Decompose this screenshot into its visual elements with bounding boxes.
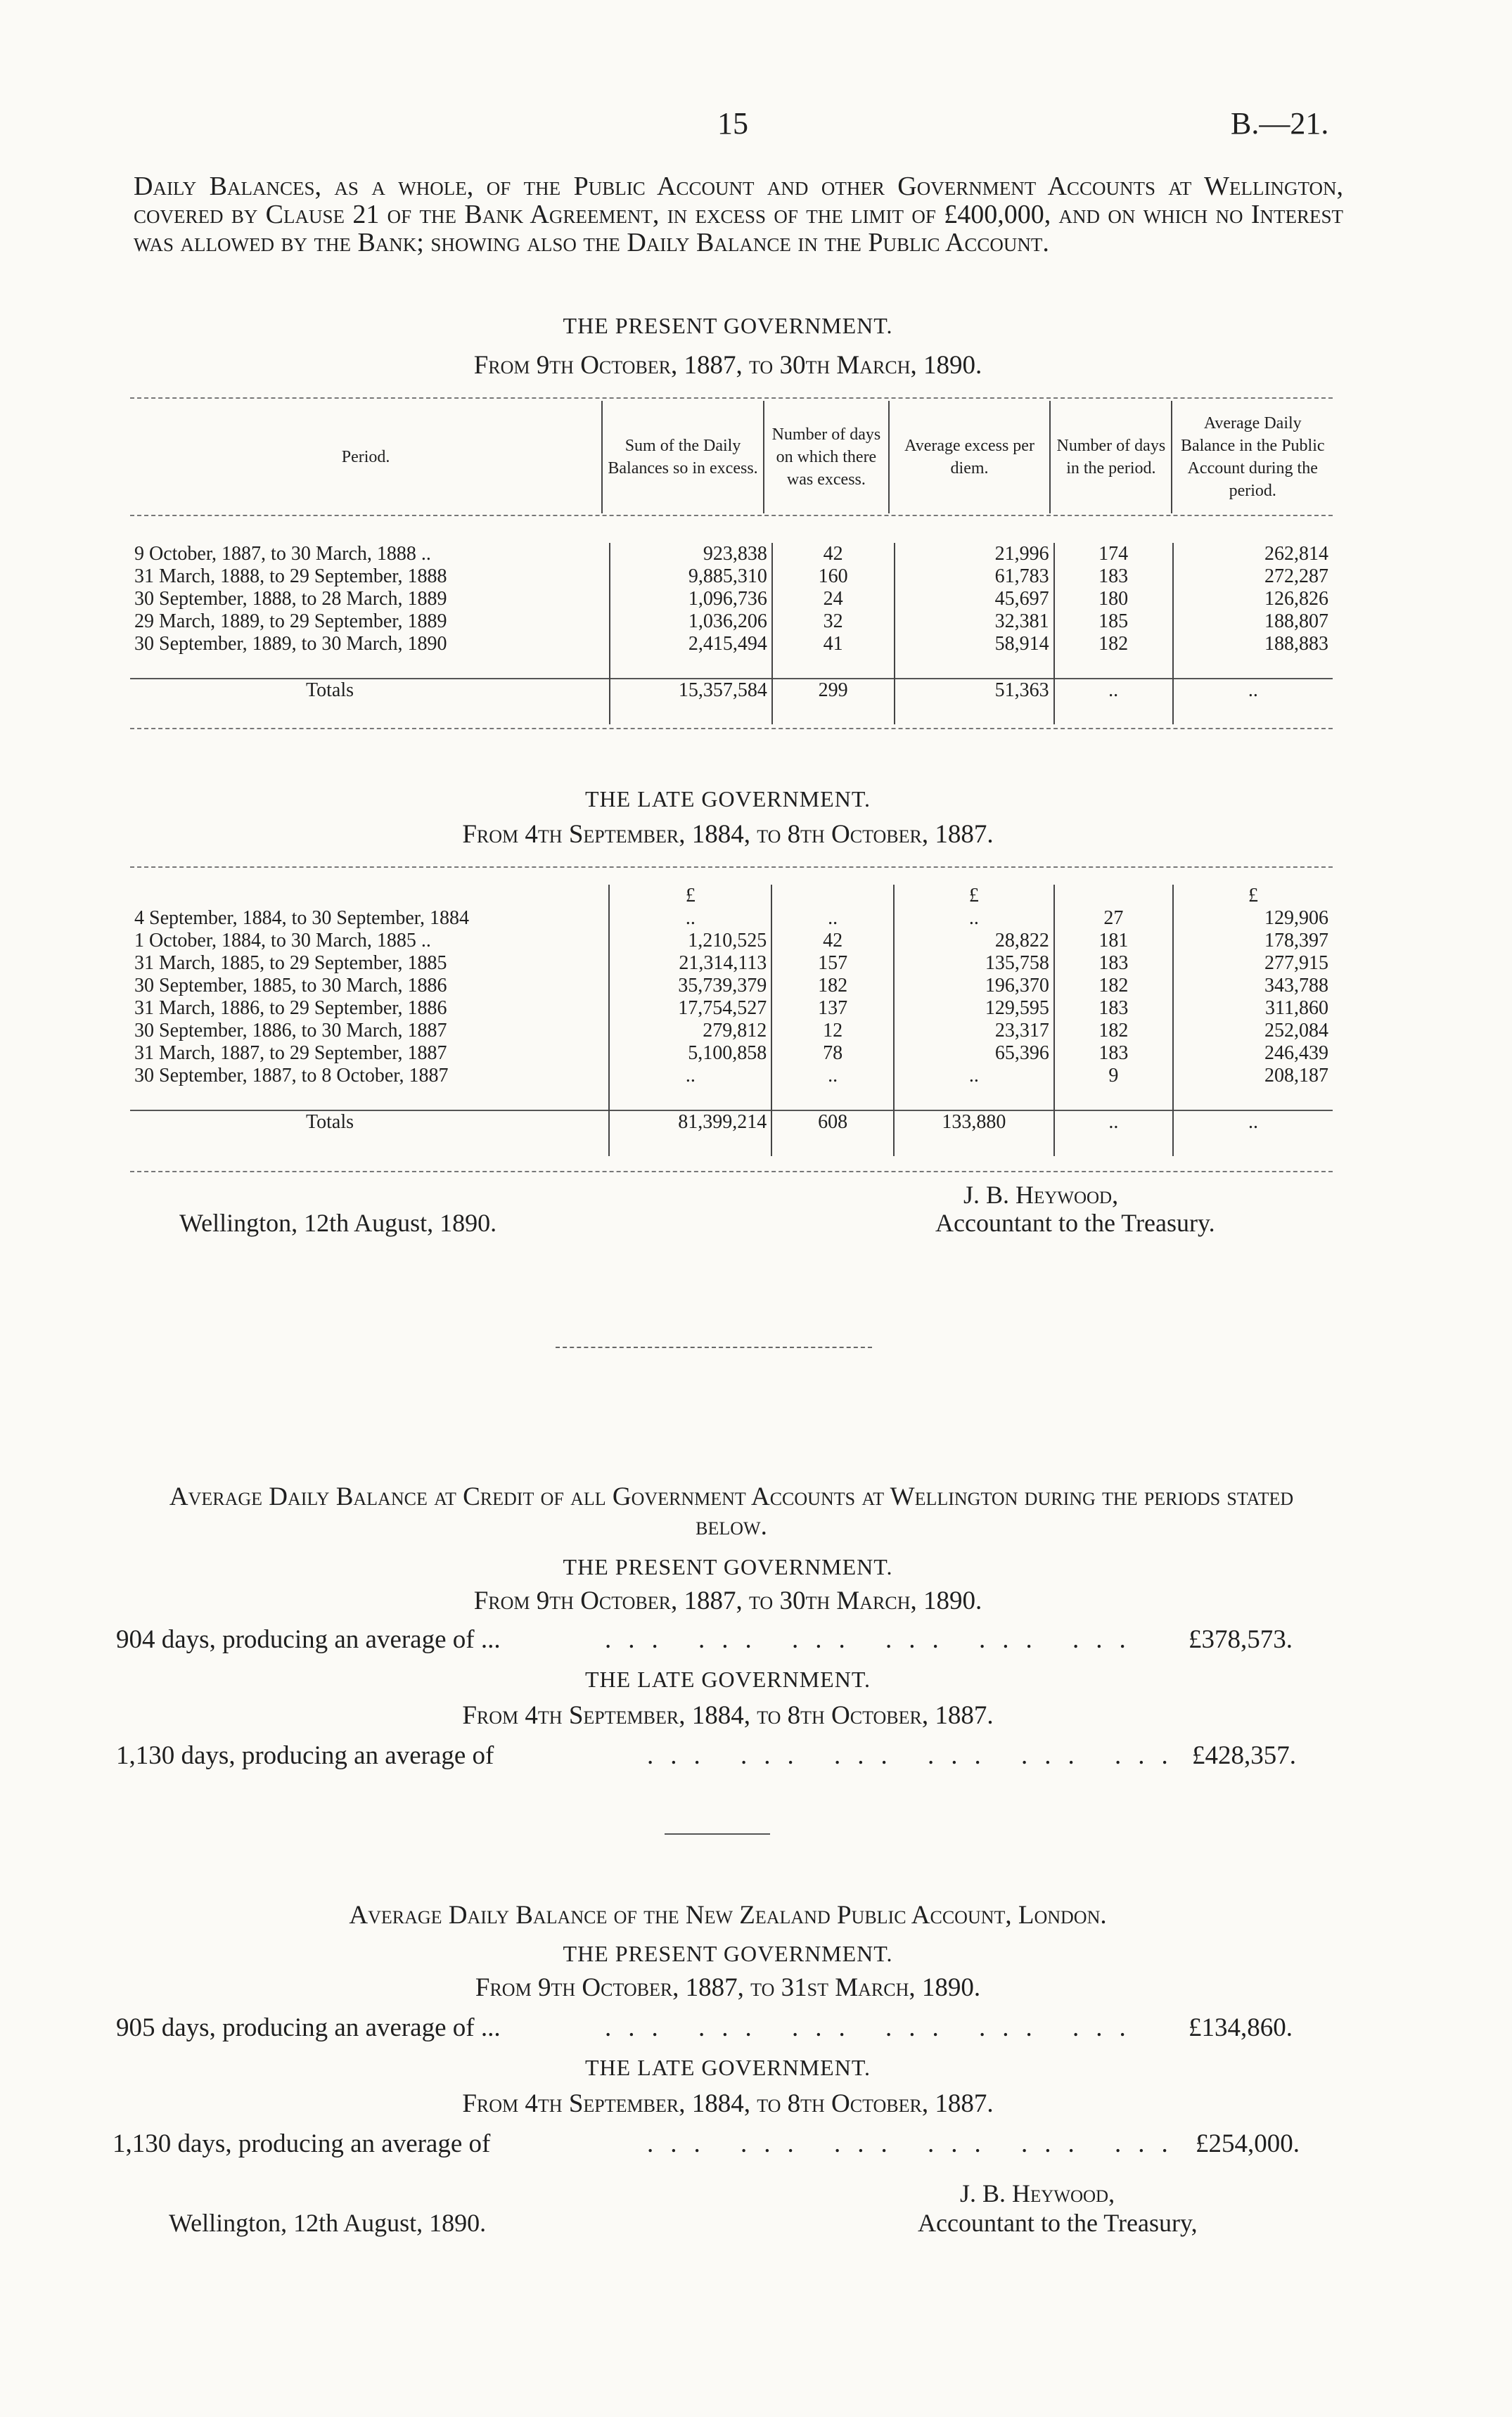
row-public-balance: 246,439 xyxy=(1173,1042,1333,1065)
table-title: Daily Balances, as a whole, of the Public Account and other Government Accounts at Wellington, covered by Clause 21 of the Bank Agreement, in excess of the limit of £400,000, and on which no Interest was allowed by the Bank; showing also the Daily Balance in the Public Account. xyxy=(134,172,1343,257)
col-period-days: Number of days in the period. xyxy=(1050,401,1172,513)
wellington-late-value: £428,357. xyxy=(1192,1741,1296,1770)
currency-row xyxy=(130,885,1333,907)
row-public-balance: 262,814 xyxy=(1173,543,1333,565)
london-late-days: 1,130 days, producing an average of xyxy=(113,2129,491,2158)
wellington-present-heading: THE PRESENT GOVERNMENT. xyxy=(563,1554,893,1579)
row-average: 61,783 xyxy=(895,565,1054,588)
row-average: 196,370 xyxy=(894,975,1054,997)
row-public-balance: 126,826 xyxy=(1173,588,1333,610)
wellington-present-value: £378,573. xyxy=(1189,1625,1293,1654)
leader-dots: ... ... ... ... ... ... xyxy=(647,2129,1185,2158)
row-public-balance: 277,915 xyxy=(1173,952,1333,975)
row-days: 24 xyxy=(772,588,895,610)
totals-days: 299 xyxy=(772,679,895,702)
row-period: 30 September, 1886, to 30 March, 1887 xyxy=(134,1020,447,1041)
row-period-days: 180 xyxy=(1054,588,1173,610)
totals-days: 608 xyxy=(771,1110,894,1134)
row-days: 160 xyxy=(772,565,895,588)
london-present-days: 905 days, producing an average of ... xyxy=(116,2013,501,2042)
present-table-bottom-rule xyxy=(130,728,1333,729)
table-row xyxy=(130,975,1333,997)
row-period-days: 181 xyxy=(1054,930,1173,952)
row-period: 1 October, 1884, to 30 March, 1885 .. xyxy=(134,930,431,951)
row-days: 41 xyxy=(772,633,895,655)
row-period: 9 October, 1887, to 30 March, 1888 .. xyxy=(134,543,431,565)
row-days: 12 xyxy=(771,1020,894,1042)
place-date: Wellington, 12th August, 1890. xyxy=(179,1209,497,1237)
table-row xyxy=(130,1042,1333,1065)
row-period-days: 183 xyxy=(1054,997,1173,1020)
london-late-heading: THE LATE GOVERNMENT. xyxy=(584,2055,871,2080)
late-gov-range: From 4th September, 1884, to 8th October, 1887. xyxy=(462,820,994,849)
late-table-bottom-rule xyxy=(130,1171,1333,1172)
row-period-days: 182 xyxy=(1054,1020,1173,1042)
table-row xyxy=(130,633,1333,655)
row-period: 30 September, 1888, to 28 March, 1889 xyxy=(134,588,447,610)
row-sum: 2,415,494 xyxy=(610,633,772,655)
row-period: 31 March, 1885, to 29 September, 1885 xyxy=(134,952,447,974)
london-late-value: £254,000. xyxy=(1196,2129,1300,2158)
header-bottom-rule xyxy=(130,515,1333,516)
col-period: Period. xyxy=(341,448,390,466)
late-table-top-rule xyxy=(130,866,1333,868)
table-row xyxy=(130,543,1333,565)
currency-average: £ xyxy=(894,885,1054,907)
row-average: 65,396 xyxy=(894,1042,1054,1065)
leader-dots: ... ... ... ... ... ... xyxy=(647,1741,1185,1770)
place-date: Wellington, 12th August, 1890. xyxy=(169,2209,487,2237)
totals-public-balance: .. xyxy=(1173,1110,1333,1134)
column-header-row xyxy=(130,401,1333,513)
row-average: 23,317 xyxy=(894,1020,1054,1042)
wellington-late-range: From 4th September, 1884, to 8th October, 1887. xyxy=(462,1701,994,1730)
table-row xyxy=(130,610,1333,633)
row-sum: 9,885,310 xyxy=(610,565,772,588)
row-period-days: 182 xyxy=(1054,633,1173,655)
page-number: 15 xyxy=(717,106,748,141)
totals-public-balance: .. xyxy=(1173,679,1333,702)
london-present-value: £134,860. xyxy=(1189,2013,1293,2042)
row-sum: .. xyxy=(609,1065,771,1087)
row-average: 21,996 xyxy=(895,543,1054,565)
present-gov-range: From 9th October, 1887, to 30th March, 1890. xyxy=(473,351,982,380)
london-title: Average Daily Balance of the New Zealand Public Account, London. xyxy=(349,1901,1107,1930)
row-sum: 1,036,206 xyxy=(610,610,772,633)
table-row xyxy=(130,997,1333,1020)
row-average: .. xyxy=(894,907,1054,930)
totals-label: Totals xyxy=(306,679,354,701)
row-sum: 35,739,379 xyxy=(609,975,771,997)
row-public-balance: 178,397 xyxy=(1173,930,1333,952)
london-present-range: From 9th October, 1887, to 31st March, 1890. xyxy=(475,1973,981,2002)
row-days: 182 xyxy=(771,975,894,997)
totals-row xyxy=(130,1110,1333,1134)
row-sum: 5,100,858 xyxy=(609,1042,771,1065)
signature-title: Accountant to the Treasury, xyxy=(918,2209,1198,2237)
row-period-days: 182 xyxy=(1054,975,1173,997)
late-gov-heading: THE LATE GOVERNMENT. xyxy=(584,786,871,812)
row-average: 32,381 xyxy=(895,610,1054,633)
currency-sum: £ xyxy=(609,885,771,907)
totals-sum: 81,399,214 xyxy=(609,1110,771,1134)
signature-title: Accountant to the Treasury. xyxy=(935,1209,1215,1237)
row-public-balance: 272,287 xyxy=(1173,565,1333,588)
row-period: 31 March, 1888, to 29 September, 1888 xyxy=(134,565,447,587)
totals-label: Totals xyxy=(306,1111,354,1133)
table-row xyxy=(130,588,1333,610)
row-public-balance: 208,187 xyxy=(1173,1065,1333,1087)
row-period: 30 September, 1885, to 30 March, 1886 xyxy=(134,975,447,996)
row-period: 31 March, 1887, to 29 September, 1887 xyxy=(134,1042,447,1064)
wellington-late-days: 1,130 days, producing an average of xyxy=(116,1741,494,1770)
section-divider xyxy=(556,1347,872,1348)
row-public-balance: 252,084 xyxy=(1173,1020,1333,1042)
currency-balance: £ xyxy=(1173,885,1333,907)
present-table xyxy=(130,543,1333,724)
row-period: 4 September, 1884, to 30 September, 1884 xyxy=(134,907,470,929)
row-average: 129,595 xyxy=(894,997,1054,1020)
london-present-heading: THE PRESENT GOVERNMENT. xyxy=(563,1941,893,1966)
leader-dots: ... ... ... ... ... ... xyxy=(605,2013,1143,2042)
row-period-days: 183 xyxy=(1054,1042,1173,1065)
present-gov-heading: THE PRESENT GOVERNMENT. xyxy=(563,313,893,338)
london-late-range: From 4th September, 1884, to 8th October, 1887. xyxy=(462,2089,994,2118)
row-period: 29 March, 1889, to 29 September, 1889 xyxy=(134,610,447,632)
row-period-days: 183 xyxy=(1054,952,1173,975)
totals-row xyxy=(130,679,1333,702)
row-average: 58,914 xyxy=(895,633,1054,655)
row-period-days: 27 xyxy=(1054,907,1173,930)
row-period: 30 September, 1889, to 30 March, 1890 xyxy=(134,633,447,655)
row-days: .. xyxy=(771,1065,894,1087)
totals-sum: 15,357,584 xyxy=(610,679,772,702)
late-table xyxy=(130,885,1333,1156)
signature-name: J. B. Heywood, xyxy=(960,2179,1115,2207)
row-days: 137 xyxy=(771,997,894,1020)
wellington-present-range: From 9th October, 1887, to 30th March, 1890. xyxy=(473,1586,982,1615)
row-days: .. xyxy=(771,907,894,930)
row-period: 31 March, 1886, to 29 September, 1886 xyxy=(134,997,447,1019)
leader-dots: ... ... ... ... ... ... xyxy=(605,1625,1143,1654)
wellington-late-heading: THE LATE GOVERNMENT. xyxy=(584,1667,871,1692)
col-days: Number of days on which there was excess. xyxy=(764,401,889,513)
row-sum: .. xyxy=(609,907,771,930)
table-row xyxy=(130,907,1333,930)
row-days: 78 xyxy=(771,1042,894,1065)
table-row xyxy=(130,1065,1333,1087)
row-days: 42 xyxy=(772,543,895,565)
row-period-days: 183 xyxy=(1054,565,1173,588)
col-public-balance: Average Daily Balance in the Public Account during the period. xyxy=(1172,401,1333,513)
row-sum: 1,210,525 xyxy=(609,930,771,952)
row-average: 135,758 xyxy=(894,952,1054,975)
row-sum: 21,314,113 xyxy=(609,952,771,975)
row-period-days: 185 xyxy=(1054,610,1173,633)
row-public-balance: 343,788 xyxy=(1173,975,1333,997)
row-public-balance: 129,906 xyxy=(1173,907,1333,930)
wellington-title: Average Daily Balance at Credit of all Government Accounts at Wellington during the periods stated below. xyxy=(169,1482,1294,1541)
signature-name: J. B. Heywood, xyxy=(963,1181,1119,1209)
table-row xyxy=(130,930,1333,952)
row-sum: 923,838 xyxy=(610,543,772,565)
row-period-days: 174 xyxy=(1054,543,1173,565)
row-days: 42 xyxy=(771,930,894,952)
table-row xyxy=(130,565,1333,588)
row-average: 28,822 xyxy=(894,930,1054,952)
row-average: 45,697 xyxy=(895,588,1054,610)
totals-average: 133,880 xyxy=(894,1110,1054,1134)
short-divider xyxy=(665,1833,770,1835)
row-sum: 1,096,736 xyxy=(610,588,772,610)
row-sum: 279,812 xyxy=(609,1020,771,1042)
document-reference: B.—21. xyxy=(1231,106,1329,141)
table-row xyxy=(130,1020,1333,1042)
col-average: Average excess per diem. xyxy=(889,401,1050,513)
row-period: 30 September, 1887, to 8 October, 1887 xyxy=(134,1065,449,1086)
totals-average: 51,363 xyxy=(895,679,1054,702)
row-average: .. xyxy=(894,1065,1054,1087)
totals-period-days: .. xyxy=(1054,679,1173,702)
wellington-present-days: 904 days, producing an average of ... xyxy=(116,1625,501,1654)
row-days: 32 xyxy=(772,610,895,633)
row-sum: 17,754,527 xyxy=(609,997,771,1020)
col-sum: Sum of the Daily Balances so in excess. xyxy=(602,401,764,513)
totals-period-days: .. xyxy=(1054,1110,1173,1134)
row-public-balance: 188,883 xyxy=(1173,633,1333,655)
row-public-balance: 188,807 xyxy=(1173,610,1333,633)
table-row xyxy=(130,952,1333,975)
row-days: 157 xyxy=(771,952,894,975)
table-top-rule xyxy=(130,397,1333,399)
row-public-balance: 311,860 xyxy=(1173,997,1333,1020)
row-period-days: 9 xyxy=(1054,1065,1173,1087)
